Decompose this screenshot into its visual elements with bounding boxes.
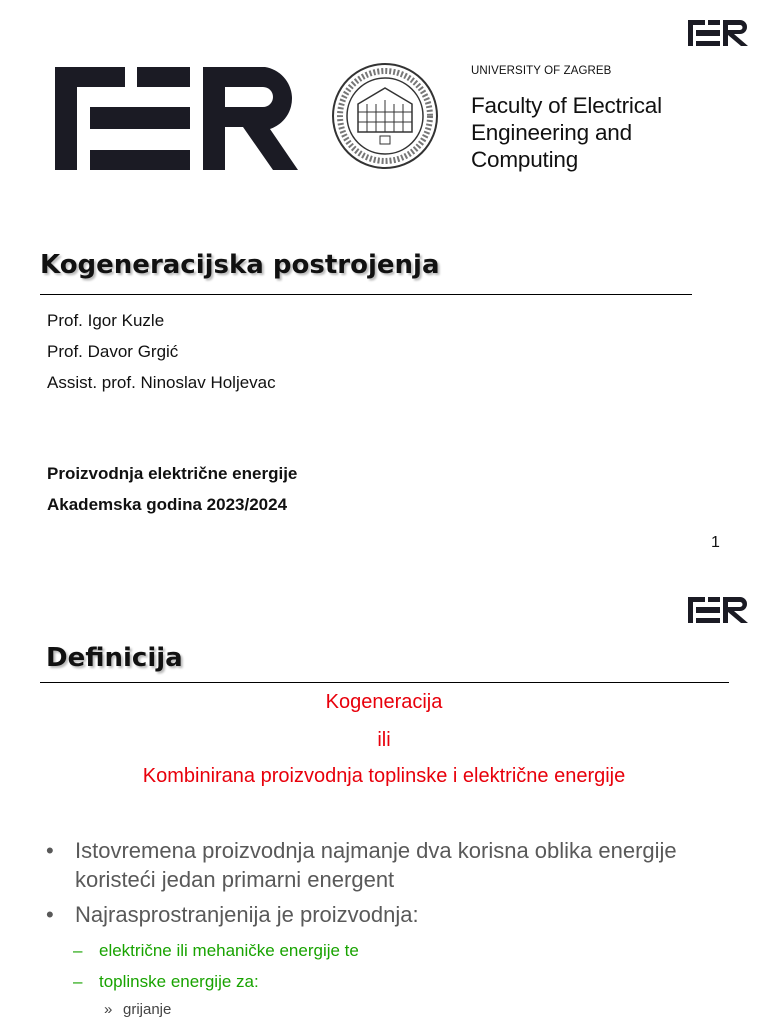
- author-list: [47, 305, 276, 398]
- page-number: 1: [711, 534, 720, 551]
- faculty-line: Faculty of Electrical: [471, 93, 662, 118]
- sub-list-item-text: električne ili mehaničke energije te: [99, 941, 359, 960]
- bullet-list: [46, 836, 736, 1023]
- slide-title: Definicija: [46, 643, 183, 673]
- faculty-name: [471, 92, 662, 173]
- term-connector: ili: [377, 729, 391, 751]
- list-item: [46, 836, 736, 894]
- sub-sub-list-item: [46, 997, 736, 1023]
- term-expansion: Kombinirana proizvodnja toplinske i električne energije: [142, 765, 626, 787]
- author: Prof. Davor Grgić: [47, 342, 179, 361]
- course-name: Proizvodnja električne energije: [47, 464, 298, 483]
- title-divider: [40, 294, 692, 295]
- bullet-icon: •: [46, 902, 54, 927]
- university-name: UNIVERSITY OF ZAGREB: [471, 65, 612, 77]
- fer-logo-small: [688, 597, 750, 623]
- bullet-icon: •: [46, 838, 54, 863]
- sub-list-item-text: toplinske energije za:: [99, 972, 259, 991]
- course-info: [47, 458, 297, 520]
- sub-list-item: [46, 966, 736, 997]
- fer-logo: [55, 67, 300, 170]
- list-item: [46, 900, 736, 929]
- fer-logo-small: [688, 20, 750, 46]
- dash-icon: –: [73, 972, 83, 991]
- faculty-line: Computing: [471, 147, 579, 172]
- author: Assist. prof. Ninoslav Holjevac: [47, 373, 276, 392]
- dash-icon: –: [73, 941, 83, 960]
- title-divider: [40, 682, 729, 683]
- university-seal-icon: [330, 60, 440, 172]
- slide-title: Kogeneracijska postrojenja: [40, 250, 440, 280]
- list-item-text: Istovremena proizvodnja najmanje dva korisna oblika energije koristeći jedan primarni energent: [75, 838, 677, 892]
- term-heading: Kogeneracija: [325, 691, 443, 713]
- list-item-text: Najrasprostranjenija je proizvodnja:: [75, 902, 419, 927]
- faculty-line: Engineering and: [471, 120, 632, 145]
- academic-year: Akademska godina 2023/2024: [47, 495, 288, 514]
- raquo-icon: »: [104, 1001, 113, 1018]
- sub-list-item: [46, 935, 736, 966]
- sub-sub-list-item-text: grijanje: [123, 1001, 172, 1018]
- author: Prof. Igor Kuzle: [47, 311, 165, 330]
- definition-slide: [0, 580, 768, 1024]
